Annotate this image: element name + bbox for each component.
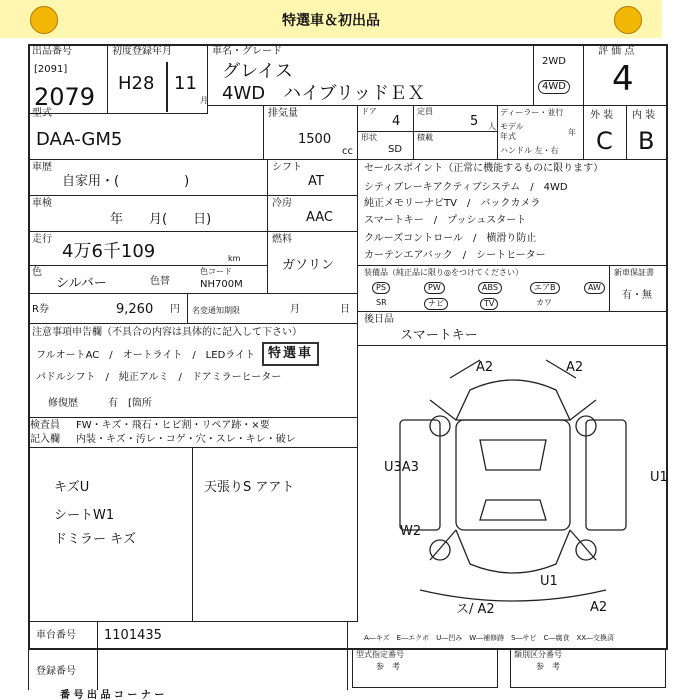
displacement-value: 1500 xyxy=(298,132,332,147)
chassis-value: 1101435 xyxy=(104,628,162,643)
capacity-label: 定員 xyxy=(417,107,433,116)
inspector-label-2: 記入欄 xyxy=(30,434,60,445)
score-sub-divider xyxy=(626,106,627,160)
equip-navi: ナビ xyxy=(424,298,448,310)
first-reg-label: 初度登録年月 xyxy=(112,46,172,57)
color-label: 色 xyxy=(32,267,42,278)
diagram-label-5: W2 xyxy=(400,524,422,539)
handwritten-left-2: シートW1 xyxy=(54,508,115,523)
displacement-unit: cc xyxy=(342,146,353,157)
after-label: 後日品 xyxy=(364,314,394,325)
inspector-label-1: 検査員 xyxy=(30,420,60,431)
notes-stamp: 特選車 xyxy=(262,342,319,366)
bottom-ref-2: 参 考 xyxy=(536,662,560,671)
sales-line-1: シティブレーキアクティブシステム / 4WD xyxy=(364,182,568,193)
bottom-model-label: 型式指定番号 xyxy=(356,650,404,659)
score-int: B xyxy=(638,127,655,155)
diagram-label-7: ス/ A2 xyxy=(456,602,495,617)
chassis-label: 車台番号 xyxy=(36,630,76,641)
inspection-value: 年 月( 日) xyxy=(110,212,212,227)
diagram-label-1: A2 xyxy=(476,360,494,375)
shape-label: 形状 xyxy=(361,133,377,142)
recycle-unit: 円 xyxy=(170,304,180,315)
capacity-value: 5 xyxy=(470,114,479,129)
shape-value: SD xyxy=(388,144,403,155)
notes-label: 注意事項申告欄（不具合の内容は具体的に記入して下さい） xyxy=(32,327,302,338)
equip-pw: PW xyxy=(424,282,445,294)
history-value: 自家用・( ) xyxy=(62,174,190,189)
score-ext-label: 外 装 xyxy=(590,110,614,121)
displacement-label: 排気量 xyxy=(268,108,298,119)
bottom-cat-label: 類別区分番号 xyxy=(514,650,562,659)
diagram-label-3: U3A3 xyxy=(384,460,419,475)
first-reg-month: 11 xyxy=(174,73,197,94)
recycle-cell xyxy=(28,294,188,324)
score-value: 4 xyxy=(612,59,634,99)
doors-value: 4 xyxy=(392,114,401,129)
aircon-label: 冷房 xyxy=(272,198,292,209)
sales-label: セールスポイント（正常に機能するものに限ります） xyxy=(364,163,604,174)
inspection-label: 車検 xyxy=(32,198,52,209)
registration-label: 登録番号 xyxy=(36,666,76,677)
drive-cell xyxy=(534,44,584,106)
score-int-label: 内 装 xyxy=(632,110,656,121)
equip-sr: SR xyxy=(376,298,387,307)
load-label: 積載 xyxy=(417,133,433,142)
inspector-row-2: 内装・キズ・汚レ・コゲ・穴・スレ・キレ・破レ xyxy=(76,434,296,445)
recycle-label: R券 xyxy=(32,304,49,315)
bottom-ref-1: 参 考 xyxy=(376,662,400,671)
aircon-value: AAC xyxy=(306,210,333,225)
handwritten-divider xyxy=(192,448,193,622)
handwritten-right-1: 天張りS アアト xyxy=(204,480,295,495)
color-change-label: 色替 xyxy=(150,276,170,287)
lot-label: 出品番号 xyxy=(32,46,72,57)
notes-line-2: パドルシフト / 純正アルミ / ドアミラーヒーター xyxy=(36,372,282,383)
name-change-month: 月 xyxy=(290,304,300,315)
first-reg-year: H28 xyxy=(118,73,155,94)
sales-line-5: カーテンエアバック / シートヒーター xyxy=(364,250,546,261)
diagram-label-6: U1 xyxy=(540,574,558,589)
warranty-label: 新車保証書 xyxy=(614,268,654,277)
diagram-label-2: A2 xyxy=(566,360,584,375)
sales-line-3: スマートキー / プッシュスタート xyxy=(364,215,527,226)
fuel-value: ガソリン xyxy=(282,258,335,273)
color-value: シルバー xyxy=(56,276,107,291)
mileage-unit: km xyxy=(228,254,241,263)
diagram-label-8: A2 xyxy=(590,600,608,615)
mileage-value: 4万6千109 xyxy=(62,241,156,262)
equip-ps: PS xyxy=(372,282,390,294)
shift-value: AT xyxy=(308,174,324,189)
doors-label: ドア xyxy=(361,107,377,116)
mileage-label: 走行 xyxy=(32,234,52,245)
equip-airbag: エアB xyxy=(530,282,560,294)
equip-kawa: カワ xyxy=(536,298,552,307)
shift-label: シフト xyxy=(272,162,302,173)
warranty-value: 有・無 xyxy=(622,290,652,301)
equip-aw: AW xyxy=(584,282,605,294)
banner-title: 特選車＆初出品 xyxy=(282,13,380,29)
dealer-handle: ハンドル 左・右 xyxy=(500,146,559,155)
lot-number: 2079 xyxy=(34,83,96,111)
first-reg-month-unit: 月 xyxy=(200,96,208,105)
registration-value-cell xyxy=(98,650,348,690)
model-value: DAA-GM5 xyxy=(36,129,123,150)
handwritten-left-1: キズU xyxy=(54,480,90,495)
car-grade: 4WD ハイブリッドＥＸ xyxy=(222,83,426,104)
car-diagram xyxy=(360,350,666,620)
handwritten-left-3: ドミラー キズ xyxy=(54,532,136,547)
drive-4wd: 4WD xyxy=(538,80,570,94)
name-change-day: 日 xyxy=(340,304,350,315)
car-label: 車名・グレード xyxy=(212,46,282,57)
drive-2wd: 2WD xyxy=(542,56,566,67)
recycle-value: 9,260 xyxy=(116,302,154,317)
inspector-row-1: FW・キズ・飛石・ヒビ割・リペア跡・×要 xyxy=(76,420,270,431)
footer-text: 番 号 出 品 コ ー ナ ー xyxy=(60,690,165,700)
fuel-label: 燃料 xyxy=(272,234,292,245)
car-name: グレイス xyxy=(222,61,293,82)
dealer-model-year: モデル 年式 xyxy=(500,122,524,141)
capacity-unit: 人 xyxy=(488,122,496,131)
score-ext: C xyxy=(596,127,613,155)
name-change-label: 名変通知期限 xyxy=(192,306,240,315)
equip-tv: TV xyxy=(480,298,498,310)
model-label: 型式 xyxy=(32,108,52,119)
sales-line-4: クルーズコントロール / 横滑り防止 xyxy=(364,233,537,244)
color-code: NH700M xyxy=(200,279,243,290)
equip-label: 装備品（純正品に限り◎をつけてください） xyxy=(364,268,523,277)
notes-repair: 修復歴 有 [箇所 xyxy=(48,398,152,409)
after-value: スマートキー xyxy=(400,328,478,343)
month-divider xyxy=(166,62,168,112)
dealer-year-unit: 年 xyxy=(568,128,576,137)
history-label: 車歴 xyxy=(32,162,52,173)
sales-line-2: 純正メモリーナビTV / バックカメラ xyxy=(364,198,541,209)
color-code-label: 色コード xyxy=(200,267,232,276)
legend: A―キズ E―エクボ U―凹み W―補修跡 S―サビ C―腐食 XX―交換済 xyxy=(364,634,615,642)
score-label: 評 価 点 xyxy=(598,46,635,57)
lot-sub: [2091] xyxy=(34,64,68,75)
notes-line-1: フルオートAC / オートライト / LEDライト xyxy=(36,350,255,361)
equip-abs: ABS xyxy=(478,282,502,294)
dealer-label: ディーラー・並行 xyxy=(500,108,564,117)
diagram-label-4: U1 xyxy=(650,470,668,485)
